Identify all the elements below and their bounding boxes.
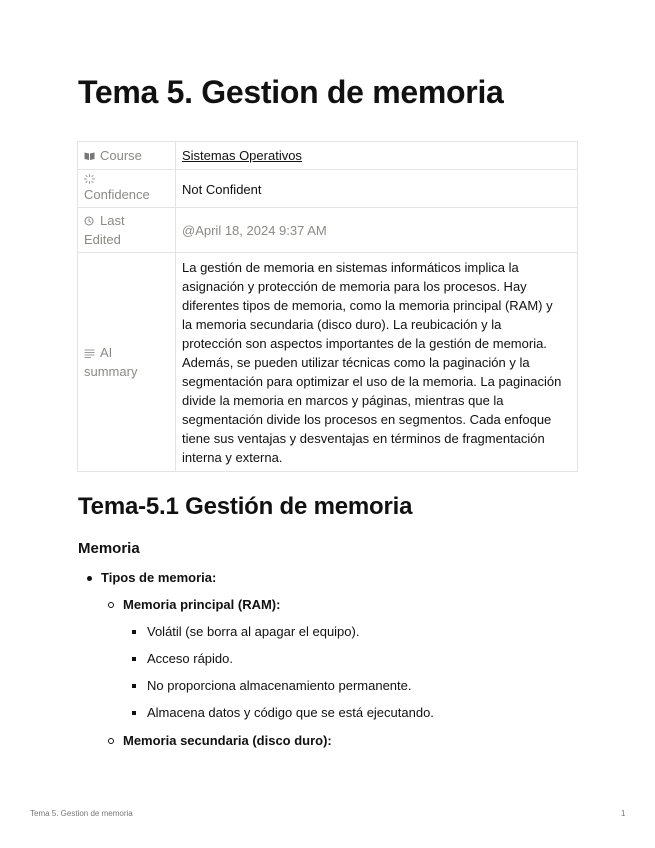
property-key-ai-summary: [78, 253, 176, 472]
list-item: Volátil (se borra al apagar el equipo).: [147, 624, 360, 639]
property-key-course: [78, 142, 176, 170]
bullet-square: [132, 657, 136, 661]
property-row-course: [78, 142, 578, 170]
summary-line: diferentes tipos de memoria, como la memoria principal (RAM) y: [182, 297, 553, 313]
summary-line: asignación y protección de memoria para los procesos. Hay: [182, 278, 527, 294]
summary-line: la memoria secundaria (disco duro). La reubicación y la: [182, 316, 502, 332]
section-heading: Tema-5.1 Gestión de memoria: [78, 493, 413, 520]
summary-line: protección son aspectos importantes de la gestión de memoria.: [182, 335, 547, 351]
summary-line: segmentación para optimizar el uso de la memoria. La paginación: [182, 373, 562, 389]
bullet-circle: [108, 602, 114, 608]
bullet-square: [132, 630, 136, 634]
bullet-square: [132, 711, 136, 715]
property-label-ai-summary-1: AI: [100, 345, 113, 360]
property-row-confidence: [78, 170, 578, 208]
subheading-memoria: Memoria: [78, 540, 140, 557]
summary-line: La gestión de memoria en sistemas informáticos implica la: [182, 259, 519, 275]
page-title: Tema 5. Gestion de memoria: [78, 74, 504, 110]
summary-line: divide la memoria en marcos y páginas, mientras que la: [182, 392, 504, 408]
property-label-last-edited-1: Last: [100, 213, 125, 228]
ai-summary-text[interactable]: [176, 253, 578, 472]
last-edited-value: @April 18, 2024 9:37 AM: [176, 208, 578, 253]
list-item: No proporciona almacenamiento permanente.: [147, 678, 412, 693]
book-icon: [84, 151, 95, 161]
summary-line: Además, se pueden utilizar técnicas como la paginación y la: [182, 354, 530, 370]
list-item-tipos: Tipos de memoria:: [101, 570, 217, 585]
bullet-circle: [108, 738, 114, 744]
confidence-value[interactable]: Not Confident: [176, 170, 578, 208]
list-item-ram: Memoria principal (RAM):: [123, 597, 281, 612]
sparkle-icon: [84, 174, 95, 184]
bullet-square: [132, 684, 136, 688]
text-lines-icon: [84, 348, 95, 358]
list-item-disk: Memoria secundaria (disco duro):: [123, 733, 332, 748]
summary-line: tiene sus ventajas y desventajas en términos de fragmentación: [182, 430, 545, 446]
summary-line: interna y externa.: [182, 449, 283, 465]
list-item: Almacena datos y código que se está ejecutando.: [147, 705, 434, 720]
summary-line: segmentación divide los procesos en segmentos. Cada enfoque: [182, 411, 552, 427]
property-row-last-edited: [78, 208, 578, 253]
course-link[interactable]: Sistemas Operativos: [176, 142, 578, 170]
property-label-last-edited-2: Edited: [84, 232, 121, 247]
property-label-ai-summary-2: summary: [84, 364, 138, 379]
property-label-course: Course: [100, 148, 142, 163]
clock-icon: [84, 216, 95, 226]
list-item: Acceso rápido.: [147, 651, 233, 666]
bullet-disc: [87, 576, 92, 581]
property-row-ai-summary: [78, 253, 578, 472]
properties-table: [77, 141, 578, 472]
property-key-confidence: [78, 170, 176, 208]
footer-page-number: 1: [621, 809, 626, 818]
property-label-confidence: Confidence: [84, 186, 150, 202]
property-key-last-edited: [78, 208, 176, 253]
footer-doc-title: Tema 5. Gestion de memoria: [30, 809, 133, 818]
